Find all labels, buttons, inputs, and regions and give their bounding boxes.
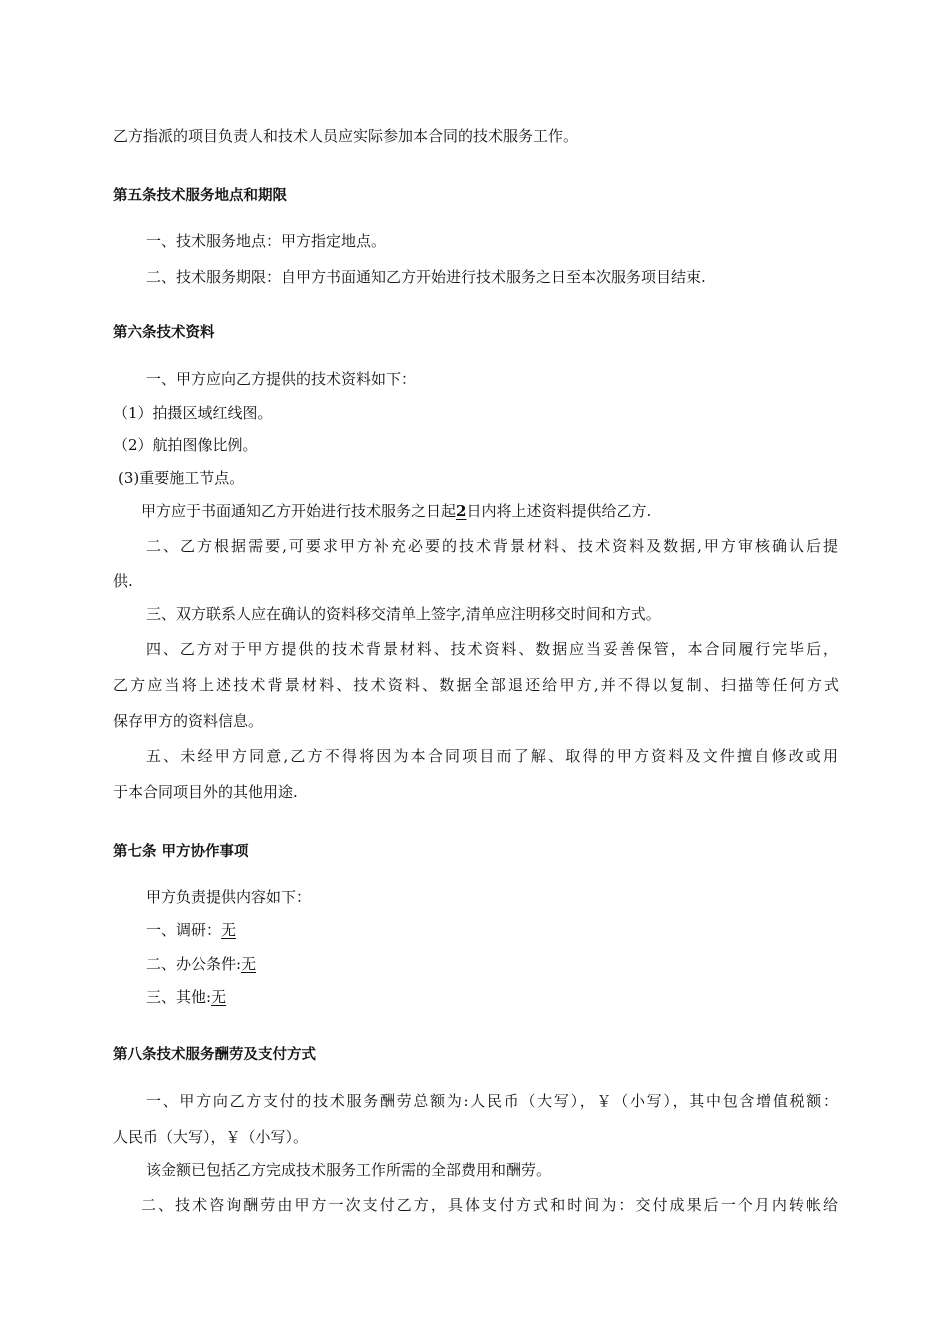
deadline-days: 2	[456, 502, 467, 520]
section-5-item-2: 二、技术服务期限：自甲方书面通知乙方开始进行技术服务之日至本次服务项目结束.	[146, 268, 706, 286]
section-6-item-5-line-1: 五、未经甲方同意,乙方不得将因为本合同项目而了解、取得的甲方资料及文件擅自修改或用	[146, 747, 838, 765]
deadline-text-after: 日内将上述资料提供给乙方.	[466, 502, 652, 520]
section-7-intro: 甲方负责提供内容如下：	[146, 888, 312, 906]
section-8-item-1-line-1: 一、甲方向乙方支付的技术服务酬劳总额为:人民币（大写），￥（小写），其中包含增值税额：	[146, 1092, 838, 1110]
section-6-item-5-line-2: 于本合同项目外的其他用途.	[113, 783, 298, 801]
section-6-list-item-1: （1）拍摄区域红线图。	[113, 404, 273, 422]
section-6-item-2-line-1: 二、乙方根据需要,可要求甲方补充必要的技术背景材料、技术资料及数据,甲方审核确认后提	[146, 537, 838, 555]
section-6-item-2-line-2: 供.	[113, 572, 133, 590]
section-6-item-4-line-2: 乙方应当将上述技术背景材料、技术资料、数据全部退还给甲方,并不得以复制、扫描等任何方式	[113, 676, 839, 694]
section-7-item-3	[146, 987, 226, 1007]
section-6-title: 第六条技术资料	[113, 325, 215, 341]
section-8-title: 第八条技术服务酬劳及支付方式	[113, 1047, 316, 1063]
section-6-item-1: 一、甲方应向乙方提供的技术资料如下：	[146, 370, 417, 388]
section-8-item-2-line-1: 二、技术咨询酬劳由甲方一次支付乙方，具体支付方式和时间为：交付成果后一个月内转帐给	[141, 1196, 838, 1214]
item-label: 三、其他:	[146, 988, 212, 1006]
section-8-item-1-line-2: 人民币（大写），￥（小写）。	[113, 1128, 309, 1146]
section-7-item-2	[146, 954, 256, 974]
section-6-deadline	[141, 501, 651, 521]
section-6-list-item-3: (3)重要施工节点。	[118, 469, 245, 487]
intro-paragraph: 乙方指派的项目负责人和技术人员应实际参加本合同的技术服务工作。	[113, 127, 579, 145]
section-5-title: 第五条技术服务地点和期限	[113, 188, 287, 204]
section-7-title: 第七条 甲方协作事项	[113, 844, 249, 860]
deadline-text-before: 甲方应于书面通知乙方开始进行技术服务之日起	[141, 502, 457, 520]
section-6-item-3: 三、双方联系人应在确认的资料移交清单上签字,清单应注明移交时间和方式。	[146, 605, 661, 623]
item-value: 无	[211, 988, 227, 1006]
item-label: 一、调研：	[146, 921, 222, 939]
item-value: 无	[221, 921, 237, 939]
item-label: 二、办公条件:	[146, 955, 242, 973]
section-5-item-1: 一、技术服务地点：甲方指定地点。	[146, 232, 387, 250]
section-6-list-item-2: （2）航拍图像比例。	[113, 436, 258, 454]
section-6-item-4-line-1: 四、乙方对于甲方提供的技术背景材料、技术资料、数据应当妥善保管，本合同履行完毕后，	[146, 640, 838, 658]
section-6-item-4-line-3: 保存甲方的资料信息。	[113, 712, 264, 730]
item-value: 无	[241, 955, 257, 973]
section-8-note: 该金额已包括乙方完成技术服务工作所需的全部费用和酬劳。	[146, 1161, 552, 1179]
section-7-item-1	[146, 920, 236, 940]
